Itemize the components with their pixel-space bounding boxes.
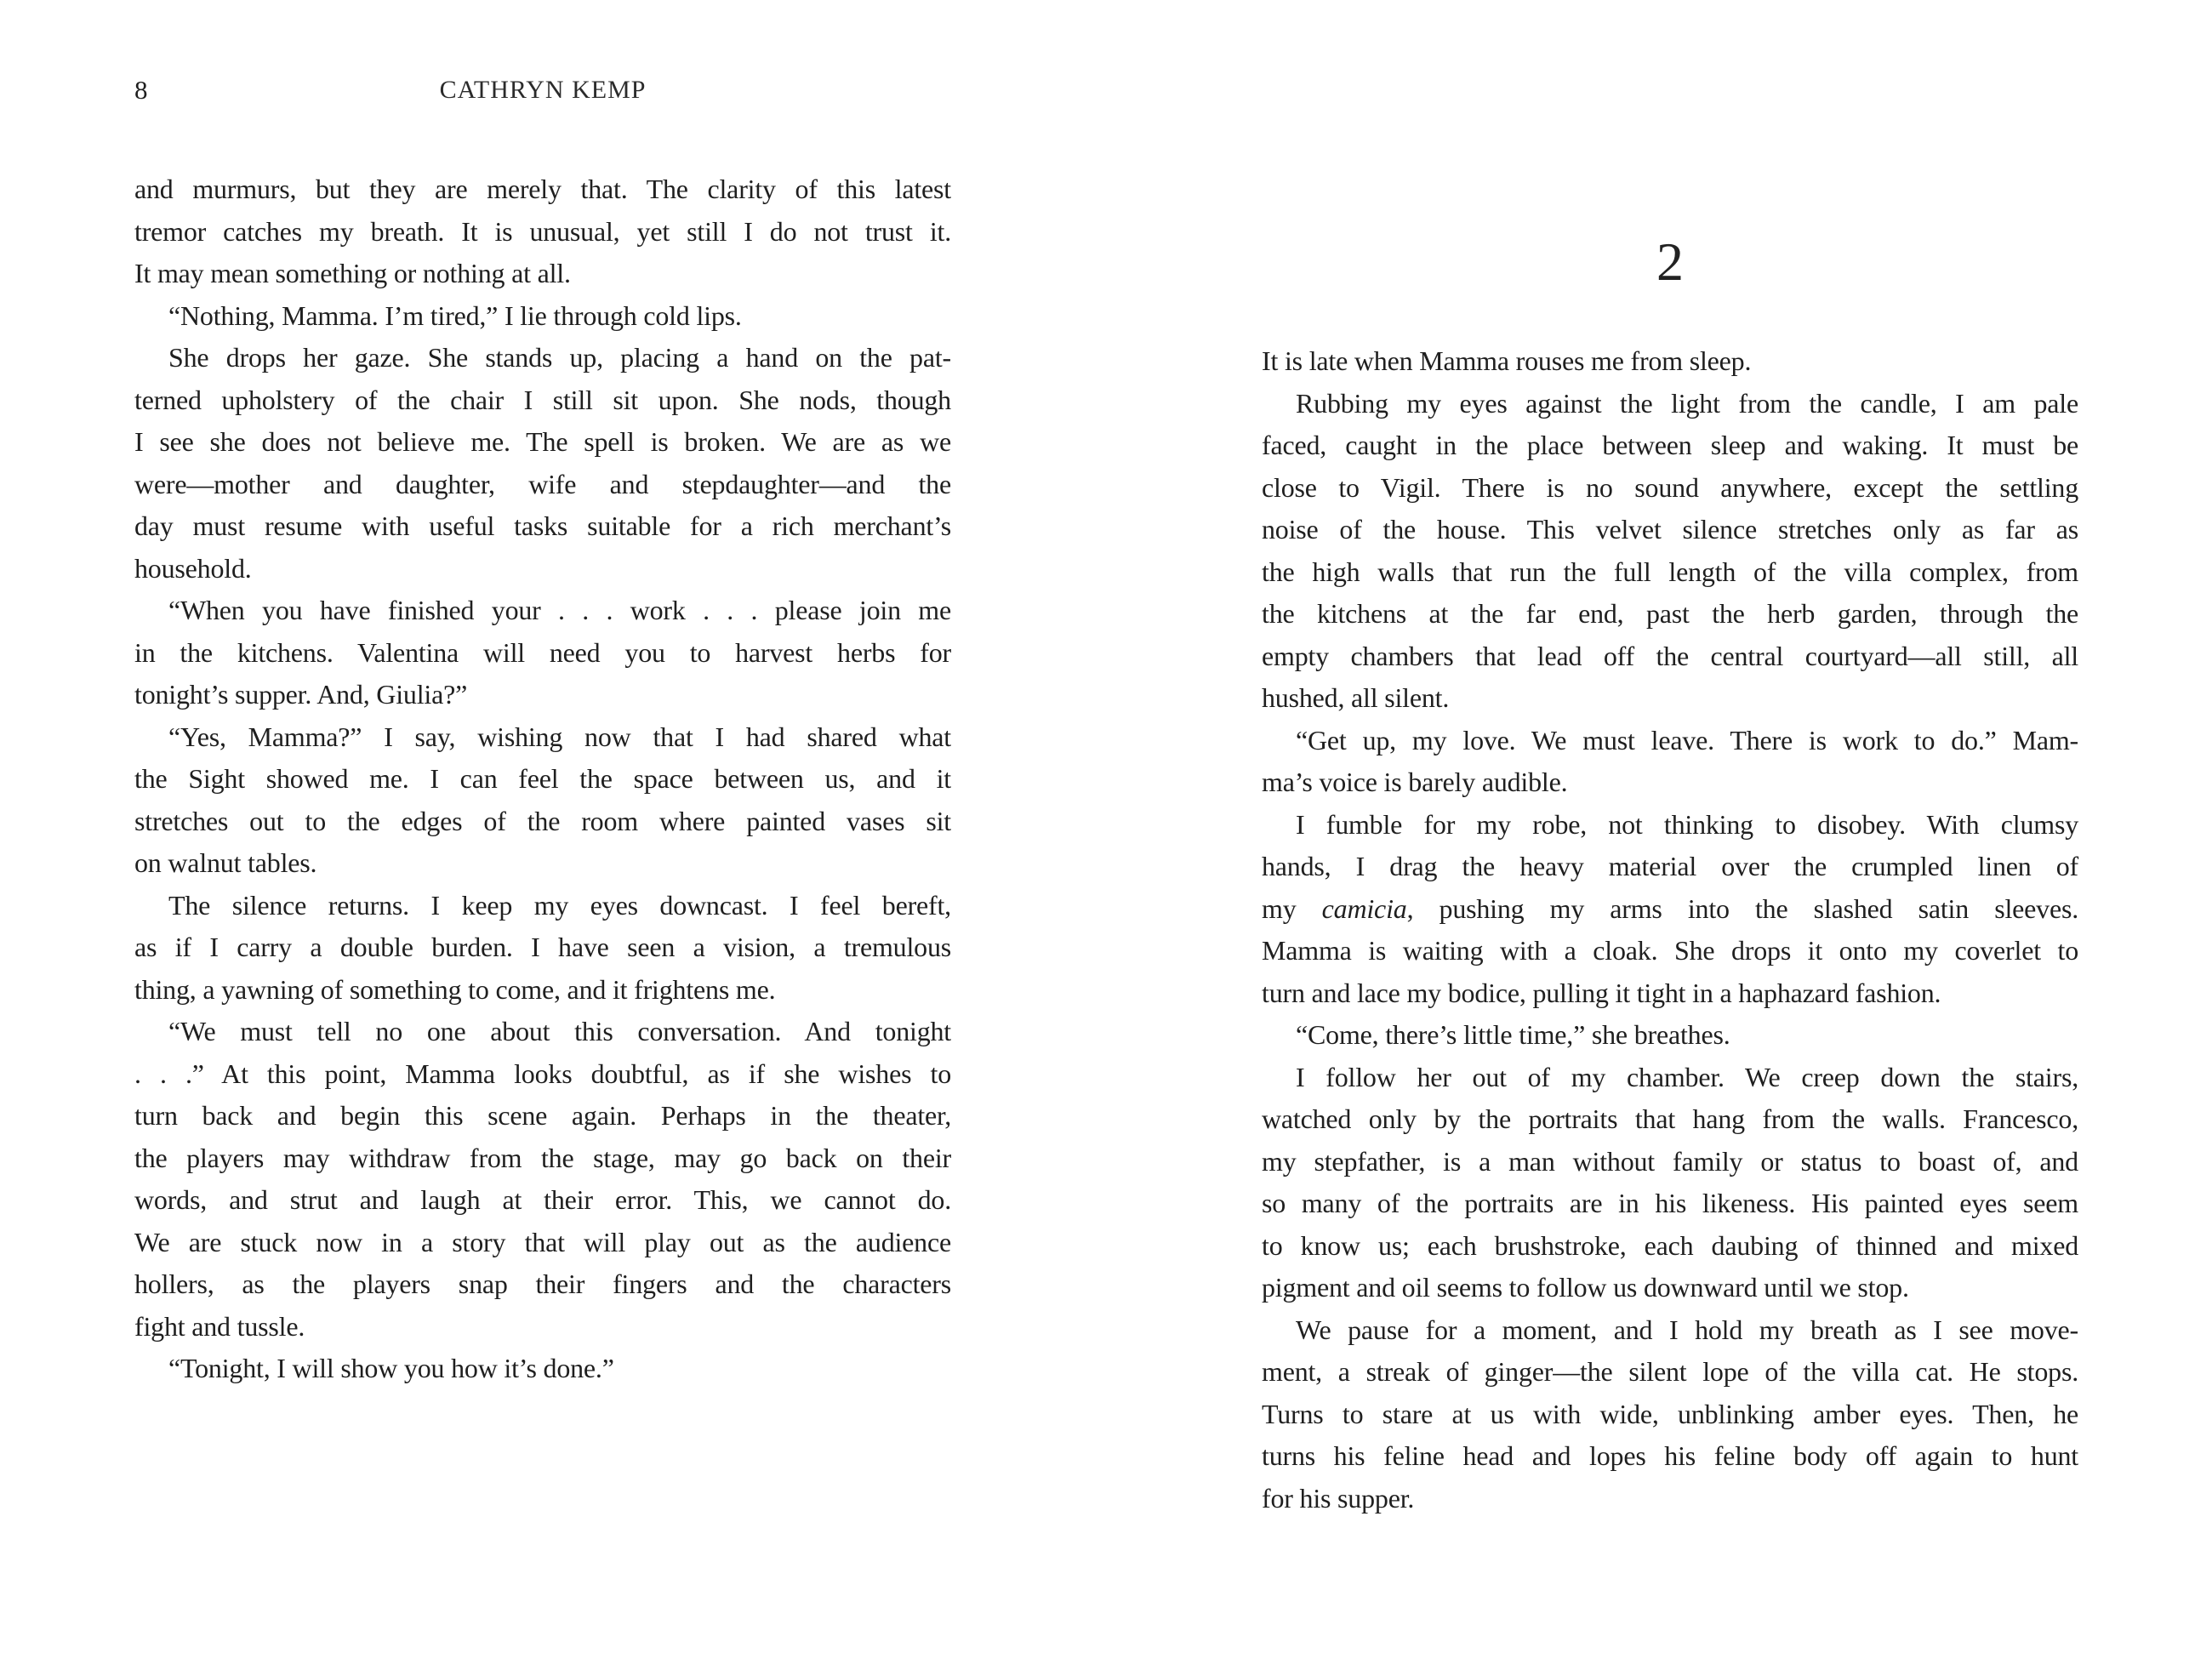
paragraph (1262, 383, 2078, 720)
text-line: as if I carry a double burden. I have seen a vision, a tremulous (134, 932, 951, 962)
page-right (1262, 0, 2078, 1659)
text-line: stretches out to the edges of the room where painted vases sit (134, 805, 951, 836)
paragraph (134, 168, 951, 295)
running-header: CATHRYN KEMP (439, 76, 647, 104)
text-line: to know us; each brushstroke, each daubing of thinned and mixed (1262, 1229, 2078, 1261)
text-line: day must resume with useful tasks suitable for a rich merchant’s (134, 510, 951, 541)
text-line: thing, a yawning of something to come, and it frightens me. (134, 973, 776, 1005)
text-line: terned upholstery of the chair I still sit upon. She nods, though (134, 384, 951, 415)
text-line: It is late when Mamma rouses me from sleep. (1262, 345, 1752, 376)
text-line: tremor catches my breath. It is unusual, yet still I do not trust it. (134, 215, 951, 247)
text-line: my camicia, pushing my arms into the slashed satin sleeves. (1262, 892, 2078, 924)
text-line: tonight’s supper. And, Giulia?” (134, 679, 468, 710)
paragraph (134, 716, 951, 885)
text-line: “Come, there’s little time,” she breathes. (1296, 1019, 1730, 1050)
text-line: the high walls that run the full length of the villa complex, from (1262, 556, 2078, 587)
text-line: She drops her gaze. She stands up, placing a hand on the pat- (168, 342, 951, 373)
text-line: turn back and begin this scene again. Perhaps in the theater, (134, 1100, 951, 1131)
page-left-header (134, 75, 951, 109)
text-line: watched only by the portraits that hang from the walls. Francesco, (1262, 1103, 2078, 1134)
text-line: faced, caught in the place between sleep and waking. It must be (1262, 430, 2078, 460)
text-line: “We must tell no one about this conversation. And tonight (168, 1016, 951, 1046)
text-line: in the kitchens. Valentina will need you to harvest herbs for (134, 636, 951, 668)
page-left-body (134, 168, 951, 1390)
text-line: hushed, all silent. (1262, 682, 1450, 713)
text-line: noise of the house. This velvet silence stretches only as far as (1262, 514, 2078, 544)
paragraph (134, 1348, 951, 1390)
text-line: for his supper. (1262, 1482, 1415, 1514)
text-line: pigment and oil seems to follow us downward until we stop. (1262, 1272, 1909, 1303)
text-line: fight and tussle. (134, 1310, 305, 1342)
text-line: ment, a streak of ginger—the silent lope of the villa cat. He stops. (1262, 1356, 2078, 1387)
text-line: I follow her out of my chamber. We creep down the stairs, (1296, 1061, 2078, 1092)
chapter-number: 2 (1656, 231, 1684, 292)
page-left (134, 0, 951, 1659)
text-line: so many of the portraits are in his likeness. His painted eyes seem (1262, 1188, 2078, 1218)
text-line: were—mother and daughter, wife and stepdaughter—and the (134, 468, 951, 499)
text-line: “Get up, my love. We must leave. There is work to do.” Mam- (1296, 724, 2078, 755)
text-line: We are stuck now in a story that will play out as the audience (134, 1226, 951, 1257)
text-line: It may mean something or nothing at all. (134, 258, 571, 288)
text-line: hands, I drag the heavy material over the crumpled linen of (1262, 851, 2078, 881)
paragraph (134, 1011, 951, 1348)
paragraph (1262, 804, 2078, 1015)
text-line: I fumble for my robe, not thinking to disobey. With clumsy (1296, 808, 2078, 840)
paragraph (1262, 720, 2078, 804)
text-line: I see she does not believe me. The spell is broken. We are as we (134, 426, 951, 457)
text-line: Turns to stare at us with wide, unblinking amber eyes. Then, he (1262, 1398, 2078, 1429)
text-line: household. (134, 552, 252, 584)
paragraph (134, 885, 951, 1012)
text-line: the players may withdraw from the stage, may go back on their (134, 1142, 951, 1173)
text-line: close to Vigil. There is no sound anywhere, except the settling (1262, 471, 2078, 503)
paragraph (1262, 1014, 2078, 1057)
text-line: my stepfather, is a man without family or status to boast of, and (1262, 1145, 2078, 1177)
text-line: “Tonight, I will show you how it’s done.” (168, 1353, 614, 1383)
text-line: turns his feline head and lopes his feline body off again to hunt (1262, 1440, 2078, 1471)
text-line: hollers, as the players snap their fingers and the characters (134, 1268, 951, 1299)
text-line: “Nothing, Mamma. I’m tired,” I lie through cold lips. (168, 299, 742, 331)
paragraph (1262, 1309, 2078, 1520)
text-line: “When you have finished your . . . work . . . please join me (168, 595, 951, 625)
paragraph (134, 337, 951, 590)
text-line: and murmurs, but they are merely that. The clarity of this latest (134, 174, 951, 204)
page-right-body (1262, 340, 2078, 1519)
text-line: Rubbing my eyes against the light from the candle, I am pale (1296, 387, 2078, 419)
text-line: the kitchens at the far end, past the herb garden, through the (1262, 598, 2078, 629)
paragraph (1262, 1057, 2078, 1309)
text-line: The silence returns. I keep my eyes downcast. I feel bereft, (168, 889, 951, 921)
text-line: . . .” At this point, Mamma looks doubtful, as if she wishes to (134, 1058, 951, 1089)
text-line: the Sight showed me. I can feel the space between us, and it (134, 763, 951, 794)
paragraph (134, 590, 951, 716)
text-line: empty chambers that lead off the central courtyard—all still, all (1262, 640, 2078, 671)
text-line: turn and lace my bodice, pulling it tight in a haphazard fashion. (1262, 977, 1941, 1008)
text-line: words, and strut and laugh at their error. This, we cannot do. (134, 1184, 951, 1215)
paragraph (134, 295, 951, 338)
page-number: 8 (134, 75, 148, 105)
paragraph (1262, 340, 2078, 383)
text-line: “Yes, Mamma?” I say, wishing now that I had shared what (168, 721, 951, 752)
text-line: on walnut tables. (134, 847, 317, 878)
text-line: ma’s voice is barely audible. (1262, 767, 1568, 797)
text-line: We pause for a moment, and I hold my breath as I see move- (1296, 1314, 2078, 1345)
text-line: Mamma is waiting with a cloak. She drops it onto my coverlet to (1262, 935, 2078, 966)
